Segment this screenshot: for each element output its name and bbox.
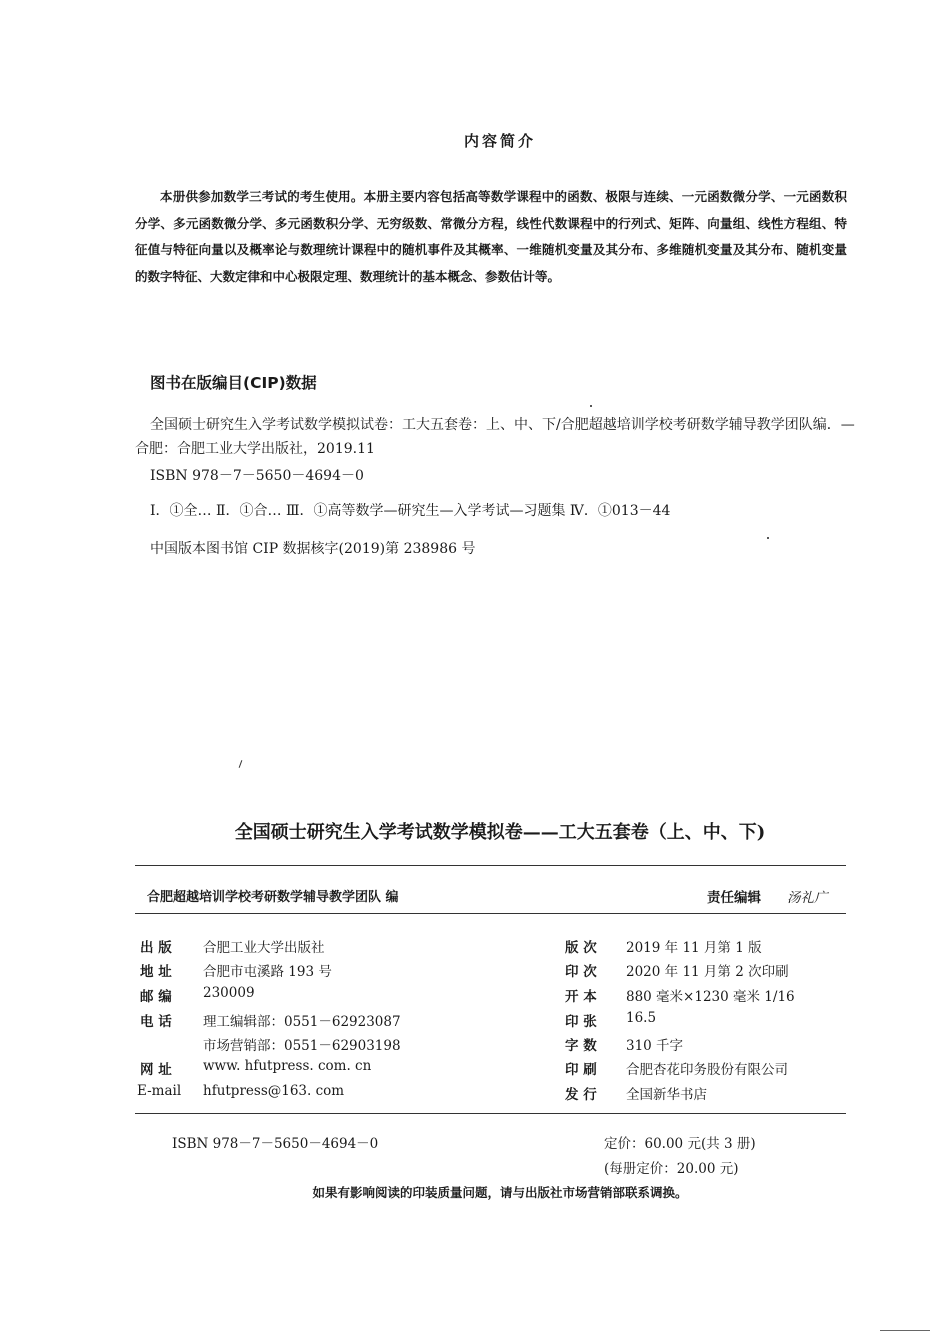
- divider-top: [135, 865, 846, 866]
- info-value-postcode: 230009: [203, 985, 255, 1001]
- summary-body: 本册供参加数学三考试的考生使用。本册主要内容包括高等数学课程中的函数、极限与连续、一元函数微分学、一元函数积分学、多元函数微分学、多元函数积分学、无穷级数、常微分方程，线性代数课程中的行列式、矩阵、向量组、线性方程组、特征值与特征向量以及概率论与数理统计课程中的随机事件及其概率、一维随机变量及其分布、多维随机变量及其分布、随机变量的数字特征、大数定律和中心极限定理、数理统计的基本概念、参数估计等。: [135, 189, 847, 284]
- info-value-word-count: 310 千字: [626, 1038, 684, 1054]
- summary-title: 内容简介: [463, 132, 536, 150]
- info-label-postcode: 邮 编: [140, 989, 172, 1005]
- info-label-phone: 电 话: [140, 1014, 172, 1030]
- book-title: 全国硕士研究生入学考试数学模拟卷——工大五套卷（上、中、下): [234, 822, 766, 843]
- info-value-phone-editorial: 理工编辑部：0551－62923087: [203, 1014, 401, 1030]
- divider-bottom: [135, 1113, 846, 1114]
- info-value-sheets: 16.5: [626, 1010, 657, 1026]
- info-label-address: 地 址: [140, 964, 172, 980]
- info-label-format: 开 本: [565, 989, 597, 1005]
- info-value-format: 880 毫米×1230 毫米 1/16: [626, 989, 795, 1005]
- info-label-printing: 印 次: [565, 964, 597, 980]
- info-value-printing: 2020 年 11 月第 2 次印刷: [626, 964, 789, 980]
- info-label-publisher: 出 版: [140, 940, 172, 956]
- chief-editor-name: 汤礼广: [787, 890, 828, 906]
- info-label-sheets: 印 张: [565, 1014, 597, 1030]
- scan-speck: [767, 537, 769, 539]
- info-value-edition: 2019 年 11 月第 1 版: [626, 940, 762, 956]
- info-label-word-count: 字 数: [565, 1038, 597, 1054]
- quality-notice: 如果有影响阅读的印装质量问题，请与出版社市场营销部联系调换。: [312, 1185, 688, 1200]
- divider-middle: [135, 913, 846, 914]
- info-label-email: E-mail: [137, 1083, 182, 1099]
- footer-isbn: ISBN 978－7－5650－4694－0: [172, 1136, 379, 1152]
- cip-classification: Ⅰ．①全… Ⅱ．①合… Ⅲ．①高等数学—研究生—入学考试—习题集 Ⅳ．①013－44: [150, 503, 671, 519]
- info-value-publisher: 合肥工业大学出版社: [203, 940, 325, 956]
- info-label-printer: 印 刷: [565, 1062, 597, 1078]
- cip-title: 图书在版编目(CIP)数据: [150, 374, 317, 392]
- scan-mark: [239, 760, 243, 768]
- info-value-printer: 合肥杏花印务股份有限公司: [626, 1062, 788, 1078]
- info-value-distributor: 全国新华书店: [626, 1087, 707, 1103]
- info-value-phone-marketing: 市场营销部：0551－62903198: [203, 1038, 401, 1054]
- footer-per-volume-price: (每册定价：20.00 元): [604, 1161, 739, 1177]
- info-label-distributor: 发 行: [565, 1087, 597, 1103]
- scan-edge-line: [880, 1330, 930, 1331]
- footer-price: 定价：60.00 元(共 3 册): [604, 1136, 756, 1152]
- info-label-edition: 版 次: [565, 940, 597, 956]
- info-value-address: 合肥市屯溪路 193 号: [203, 964, 332, 980]
- cip-isbn: ISBN 978－7－5650－4694－0: [150, 468, 364, 484]
- info-label-website: 网 址: [140, 1062, 172, 1078]
- cip-approval-number: 中国版本图书馆 CIP 数据核字(2019)第 238986 号: [150, 541, 476, 557]
- cip-catalog-entry: 全国硕士研究生入学考试数学模拟试卷：工大五套卷：上、中、下/合肥超越培训学校考研数学辅导教学团队编．—合肥：合肥工业大学出版社，2019.11: [135, 417, 855, 457]
- scan-speck: [590, 405, 592, 407]
- info-value-website: www. hfutpress. com. cn: [203, 1058, 372, 1074]
- editor-team: 合肥超越培训学校考研数学辅导教学团队 编: [147, 890, 399, 905]
- info-value-email: hfutpress@163. com: [203, 1083, 345, 1099]
- chief-editor-label: 责任编辑: [707, 890, 761, 906]
